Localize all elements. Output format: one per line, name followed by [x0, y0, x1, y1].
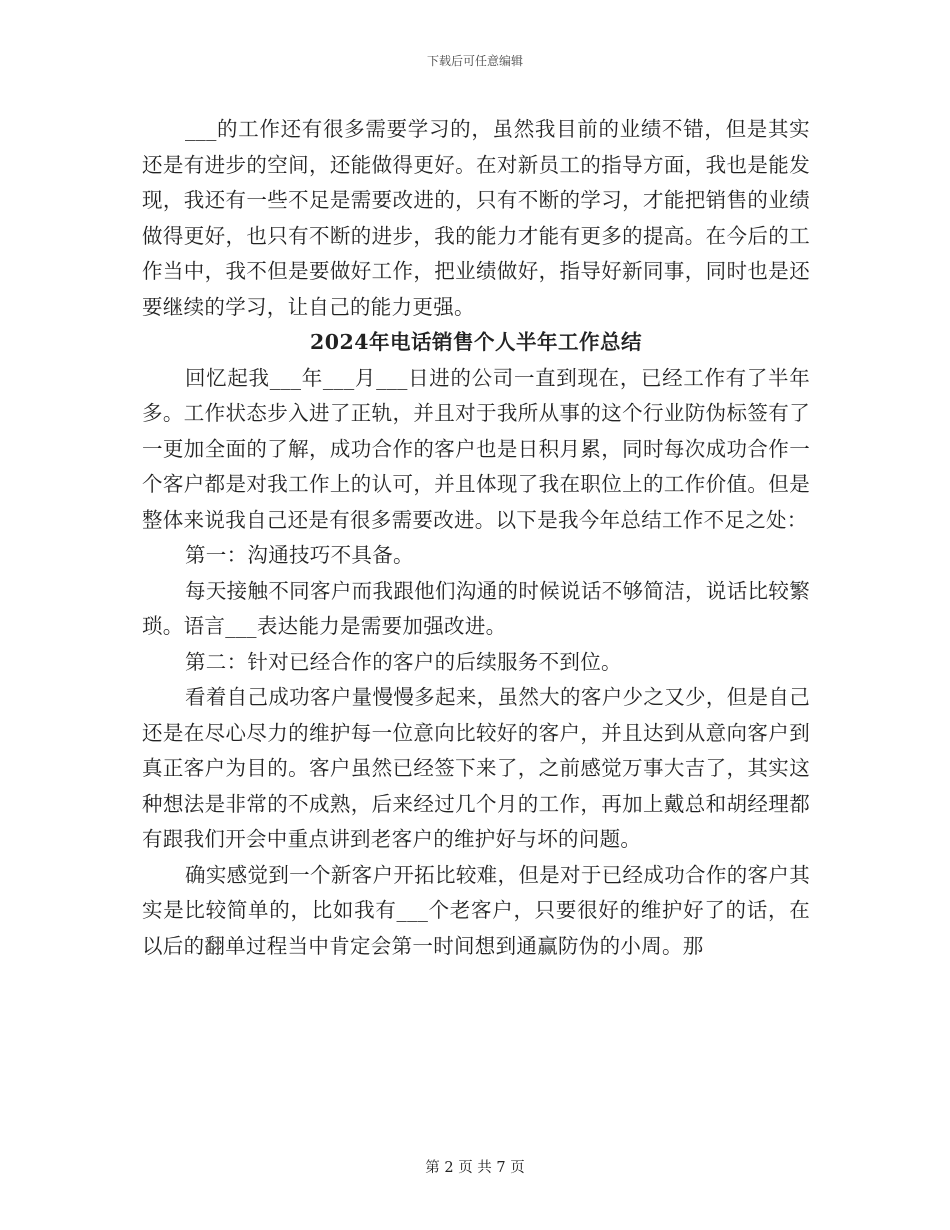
- page-number: 第 2 页 共 7 页: [425, 1160, 525, 1176]
- paragraph-recall: 回忆起我___年___月___日进的公司一直到现在，已经工作有了半年多。工作状态步入进了正轨，并且对于我所从事的这个行业防伪标签有了一更加全面的了解，成功合作的客户也是日积月累，同时每次成功合作一个客户都是对我工作上的认可，并且体现了我在职位上的工作价值。但是整体来说我自己还是有很多需要改进。以下是我今年总结工作不足之处：: [142, 365, 810, 532]
- paragraph-point-two-heading: 第二：针对已经合作的客户的后续服务不到位。: [185, 649, 622, 674]
- paragraph-communication: 每天接触不同客户而我跟他们沟通的时候说话不够简洁，说话比较繁琐。语言___表达能力是需要加强改进。: [142, 578, 810, 638]
- download-edit-note: 下载后可任意编辑: [426, 54, 523, 68]
- document-body: [142, 112, 810, 964]
- section-title: 2024年电话销售个人半年工作总结: [309, 330, 643, 354]
- paragraph-new-customer: 确实感觉到一个新客户开拓比较难，但是对于已经成功合作的客户其实是比较简单的，比如我有___个老客户，只要很好的维护好了的话，在以后的翻单过程当中肯定会第一时间想到通赢防伪的小周。那: [142, 862, 810, 958]
- paragraph-customer-maintenance: 看着自己成功客户量慢慢多起来，虽然大的客户少之又少，但是自己还是在尽心尽力的维护每一位意向比较好的客户，并且达到从意向客户到真正客户为目的。客户虽然已经签下来了，之前感觉万事大吉了，其实这种想法是非常的不成熟，后来经过几个月的工作，再加上戴总和胡经理都有跟我们开会中重点讲到老客户的维护好与坏的问题。: [142, 685, 810, 851]
- paragraph-point-one-heading: 第一：沟通技巧不具备。: [185, 543, 414, 567]
- intro-paragraph: ___的工作还有很多需要学习的，虽然我目前的业绩不错，但是其实还是有进步的空间，还能做得更好。在对新员工的指导方面，我也是能发现，我还有一些不足是需要改进的，只有不断的学习，才能把销售的业绩做得更好，也只有不断的进步，我的能力才能有更多的提高。在今后的工作当中，我不但是要做好工作，把业绩做好，指导好新同事，同时也是还要继续的学习，让自己的能力更强。: [142, 117, 810, 319]
